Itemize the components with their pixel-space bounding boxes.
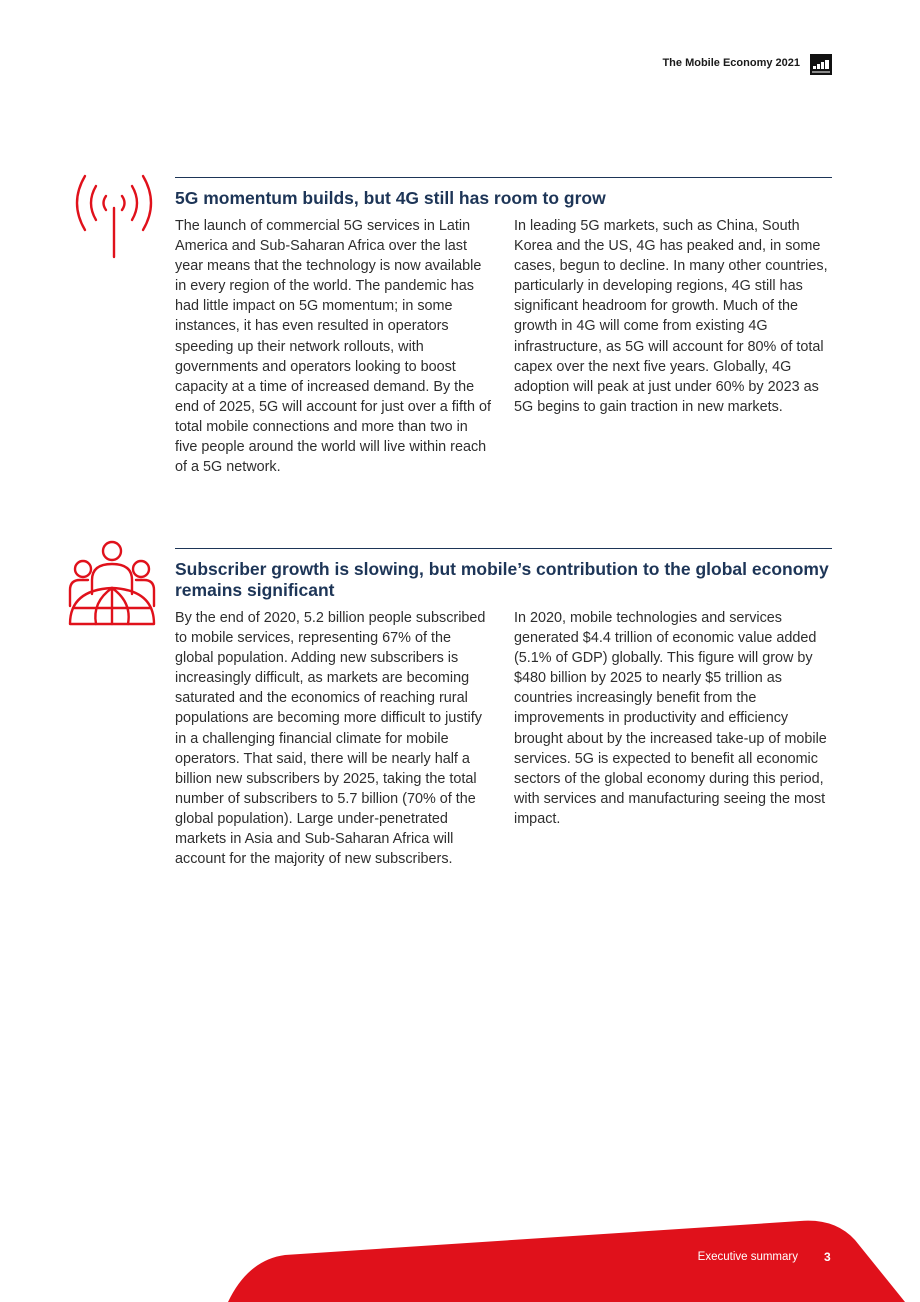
antenna-signal-icon [66,172,162,262]
document-header-title: The Mobile Economy 2021 [662,57,800,69]
page-number: 3 [824,1250,831,1264]
footer-section-label: Executive summary [697,1251,798,1263]
section-column-left [175,608,493,869]
section-column-right [514,216,832,477]
section-subscriber-growth [175,548,832,869]
section-title: 5G momentum builds, but 4G still has room to grow [175,188,606,208]
section-column-right [514,608,832,869]
section-divider [175,548,832,549]
section-column-left [175,216,493,477]
section-divider [175,177,832,178]
paragraph: In leading 5G markets, such as China, South Korea and the US, 4G has peaked and, in some cases, begun to decline. In many other countries, particularly in developing regions, 4G still has significant headroom for growth. Much of the growth in 4G will come from existing 4G infrastructure, as 5G will account for 80% of total capex over the next five years. Globally, 4G adoption will peak at just under 60% by 2023 as 5G begins to gain traction in new markets. [514,218,828,415]
section-title: Subscriber growth is slowing, but mobile’s contribution to the global economy remains significant [175,559,829,600]
paragraph: In 2020, mobile technologies and services generated $4.4 trillion of economic value added (5.1% of GDP) globally. This figure will grow by $480 billion by 2025 to nearly $5 trillion as countries increasingly benefit from the improvements in productivity and efficiency brought about by the increased take-up of mobile services. 5G is expected to benefit all economic sectors of the global economy during this period, with services and manufacturing seeing the most impact. [514,610,827,827]
paragraph: The launch of commercial 5G services in Latin America and Sub-Saharan Africa over the last year means that the technology is now available in every region of the world. The pandemic has had little impact on 5G momentum; in some instances, it has even resulted in operators speeding up their network rollouts, with governments and operators looking to boost capacity at a time of increased demand. By the end of 2025, 5G will account for just over a fifth of total mobile connections and more than two in five people around the world will live within reach of a 5G network. [175,218,491,476]
gsma-logo [810,54,832,75]
paragraph: By the end of 2020, 5.2 billion people subscribed to mobile services, representing 67% of the global population. Adding new subscribers is increasingly difficult, as markets are becoming saturated and the economics of reaching rural populations are becoming more difficult to justify in a challenging financial climate for mobile operators. That said, there will be nearly half a billion new subscribers by 2025, taking the total number of subscribers to 5.7 billion (70% of the global population). Large under-penetrated markets in Asia and Sub-Saharan Africa will account for the majority of new subscribers. [175,610,486,868]
section-5g-momentum [175,177,832,477]
people-globe-icon [66,540,158,630]
